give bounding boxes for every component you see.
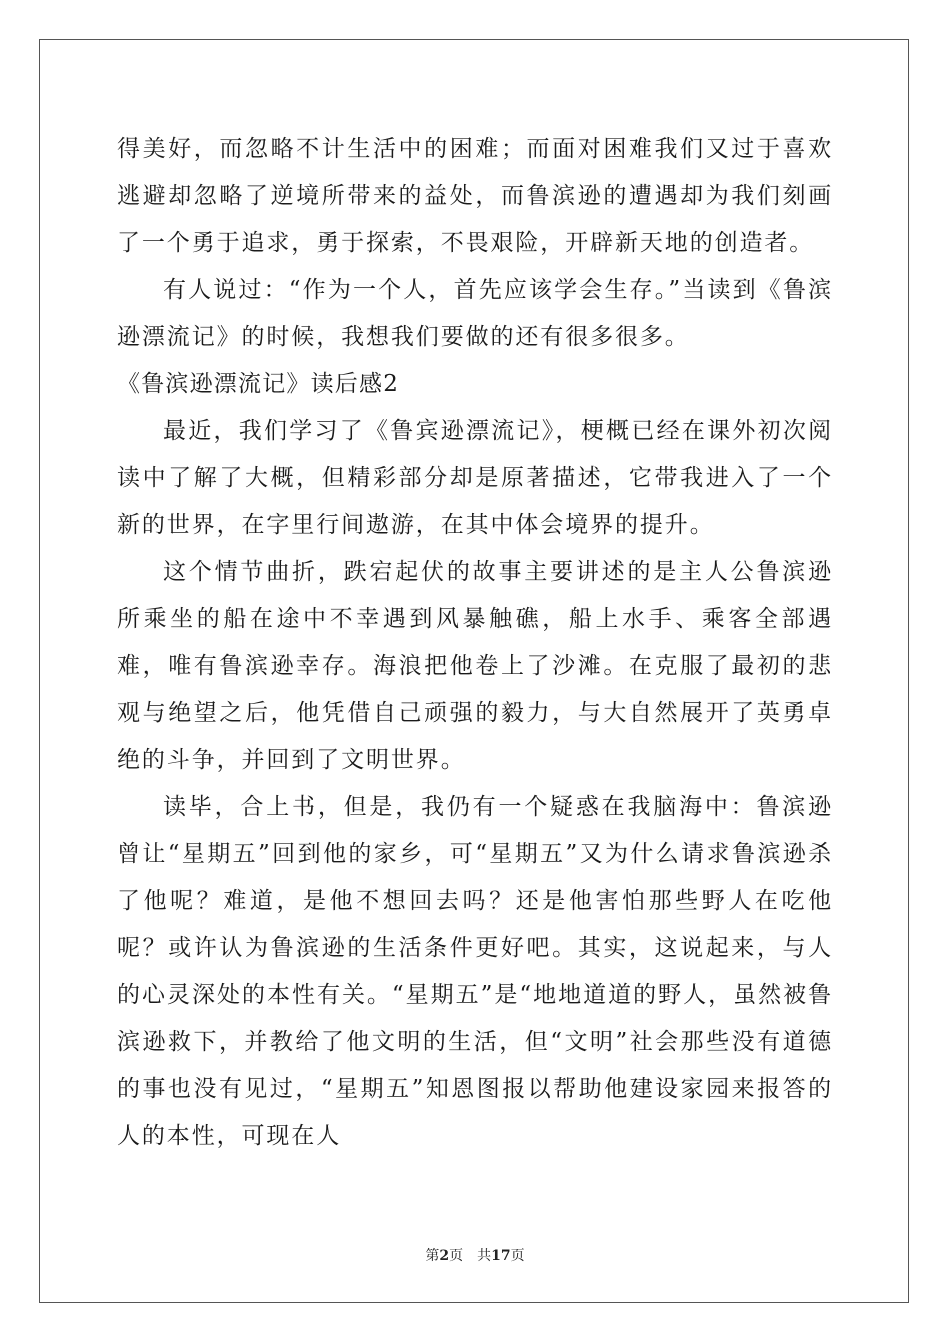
footer-page-total: 17 (491, 1248, 511, 1264)
footer-page-prefix: 第 (425, 1248, 440, 1264)
paragraph-quote: 有人说过：“作为一个人，首先应该学会生存。”当读到《鲁滨逊漂流记》的时候，我想我们要做的还有很多很多。 (117, 277, 833, 350)
paragraph-reflection: 读毕，合上书，但是，我仍有一个疑惑在我脑海中：鲁滨逊曾让“星期五”回到他的家乡，可“星期五”又为什么请求鲁滨逊杀了他呢？难道，是他不想回去吗？还是他害怕那些野人在吃他呢？或许认为鲁滨逊的生活条件更好吧。其实，这说起来，与人的心灵深处的本性有关。“星期五”是“地地道道的野人，虽然被鲁滨逊救下，并教给了他文明的生活，但“文明”社会那些没有道德的事也没有见过，“星期五”知恩图报以帮助他建设家园来报答的人的本性，可现在人 (117, 794, 833, 1149)
document-body (117, 126, 833, 1160)
footer-page-unit: 页 (449, 1248, 464, 1264)
paragraph-intro: 最近，我们学习了《鲁宾逊漂流记》，梗概已经在课外初次阅读中了解了大概，但精彩部分却是原著描述，它带我进入了一个新的世界，在字里行间遨游，在其中体会境界的提升。 (117, 418, 833, 538)
footer-total-unit: 页 (510, 1248, 525, 1264)
paragraph-continuation: 得美好，而忽略不计生活中的困难；而面对困难我们又过于喜欢逃避却忽略了逆境所带来的益处，而鲁滨逊的遭遇却为我们刻画了一个勇于追求，勇于探索，不畏艰险，开辟新天地的创造者。 (117, 136, 833, 256)
paragraph-plot: 这个情节曲折，跌宕起伏的故事主要讲述的是主人公鲁滨逊所乘坐的船在途中不幸遇到风暴触礁，船上水手、乘客全部遇难，唯有鲁滨逊幸存。海浪把他卷上了沙滩。在克服了最初的悲观与绝望之后，他凭借自己顽强的毅力，与大自然展开了英勇卓绝的斗争，并回到了文明世界。 (117, 559, 833, 773)
section-heading: 《鲁滨逊漂流记》读后感2 (117, 371, 400, 397)
footer-page-current: 2 (439, 1248, 450, 1264)
page-footer (0, 1247, 950, 1265)
footer-total-prefix: 共 (477, 1248, 492, 1264)
